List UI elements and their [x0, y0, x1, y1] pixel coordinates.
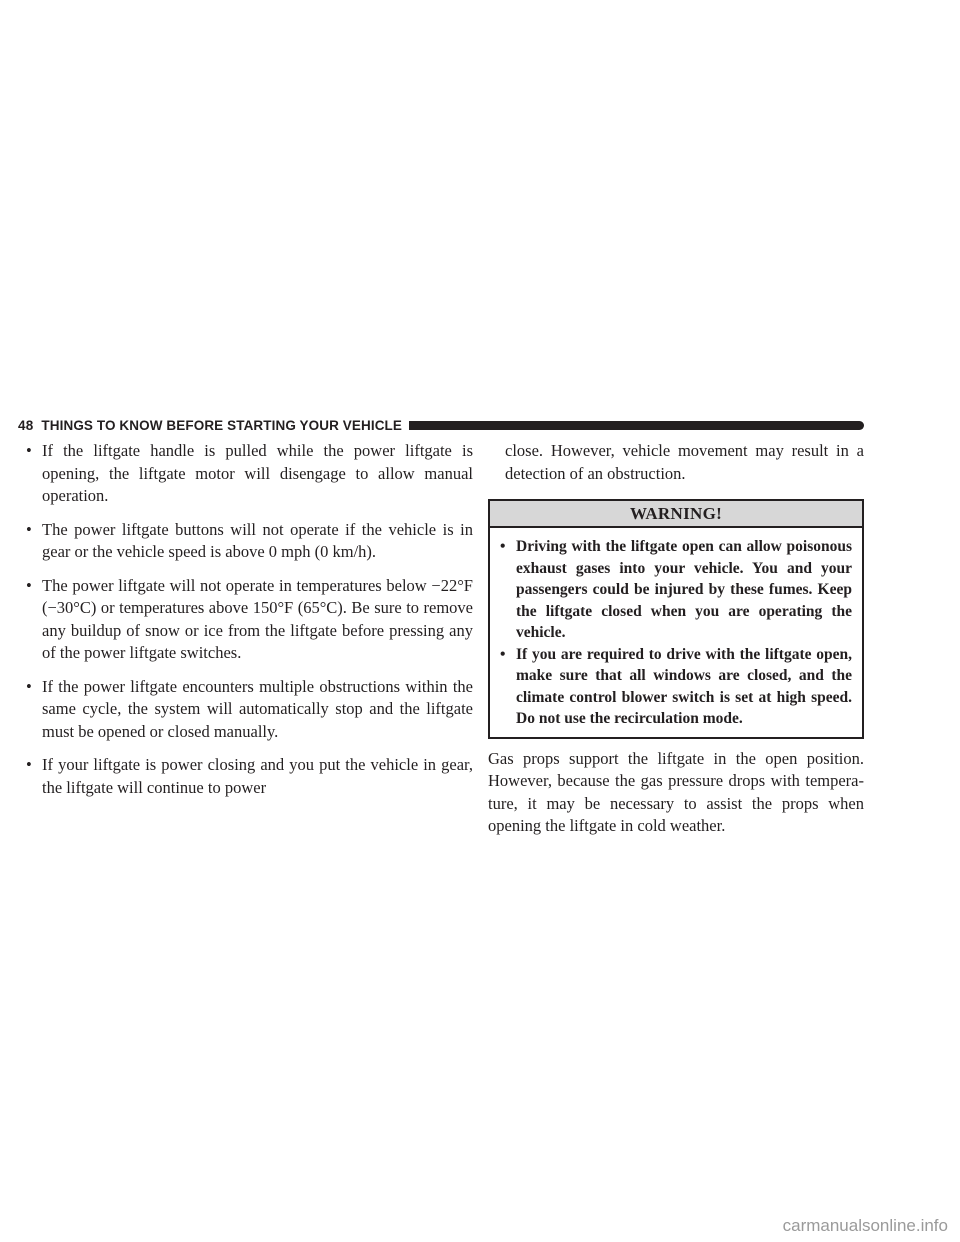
- section-title: THINGS TO KNOW BEFORE STARTING YOUR VEHICLE: [41, 417, 402, 433]
- list-item: • If the power liftgate encounters multiple obstructions within the same cycle, the system will automatically stop and the liftgate must be opened or closed manually.: [26, 676, 473, 741]
- bullet-icon: •: [26, 441, 32, 460]
- bullet-icon: •: [500, 538, 506, 555]
- list-item: • If your liftgate is power closing and you put the vehicle in gear, the liftgate will continue to power: [26, 755, 473, 797]
- page-number: 48: [18, 417, 34, 433]
- warning-box: [488, 499, 864, 739]
- watermark: carmanualsonline.info: [782, 1216, 948, 1235]
- continued-text: close. However, vehicle movement may result in a detection of an obstruction.: [505, 441, 864, 483]
- warning-item: • If you are required to drive with the liftgate open, make sure that all windows are closed, and the climate control blower switch is set at high speed. Do not use the recirculation mode.: [500, 645, 852, 727]
- page-header: [18, 417, 864, 433]
- bullet-icon: •: [26, 676, 32, 696]
- body-paragraph: Gas props support the liftgate in the open position. However, because the gas pressure drops with tempera-ture, it may be necessary to assist the props when opening the liftgate in cold weather.: [488, 748, 864, 835]
- list-item: • The power liftgate will not operate in temperatures below −22°F (−30°C) or temperatures above 150°F (65°C). Be sure to remove any buildup of snow or ice from the liftgate before pressing any of the power liftgate switches.: [26, 575, 473, 662]
- bullet-icon: •: [500, 645, 506, 663]
- left-column: [22, 440, 473, 810]
- right-column: [488, 440, 864, 838]
- header-rule: [409, 421, 864, 430]
- warning-item: • Driving with the liftgate open can allow poisonous exhaust gases into your vehicle. You and your passengers could be injured by these fumes. Keep the liftgate closed when you are operating the vehicle.: [500, 538, 852, 641]
- bullet-icon: •: [26, 519, 32, 539]
- list-item: • The power liftgate buttons will not operate if the vehicle is in gear or the vehicle speed is above 0 mph (0 km/h).: [26, 519, 473, 561]
- list-item: • If the liftgate handle is pulled while the power liftgate is opening, the liftgate motor will disengage to allow manual operation.: [26, 441, 473, 505]
- warning-body: [490, 528, 862, 737]
- warning-title: WARNING!: [490, 501, 862, 528]
- bullet-icon: •: [26, 755, 32, 774]
- bullet-list: [22, 440, 473, 799]
- bullet-icon: •: [26, 575, 32, 595]
- warning-list: [500, 536, 852, 730]
